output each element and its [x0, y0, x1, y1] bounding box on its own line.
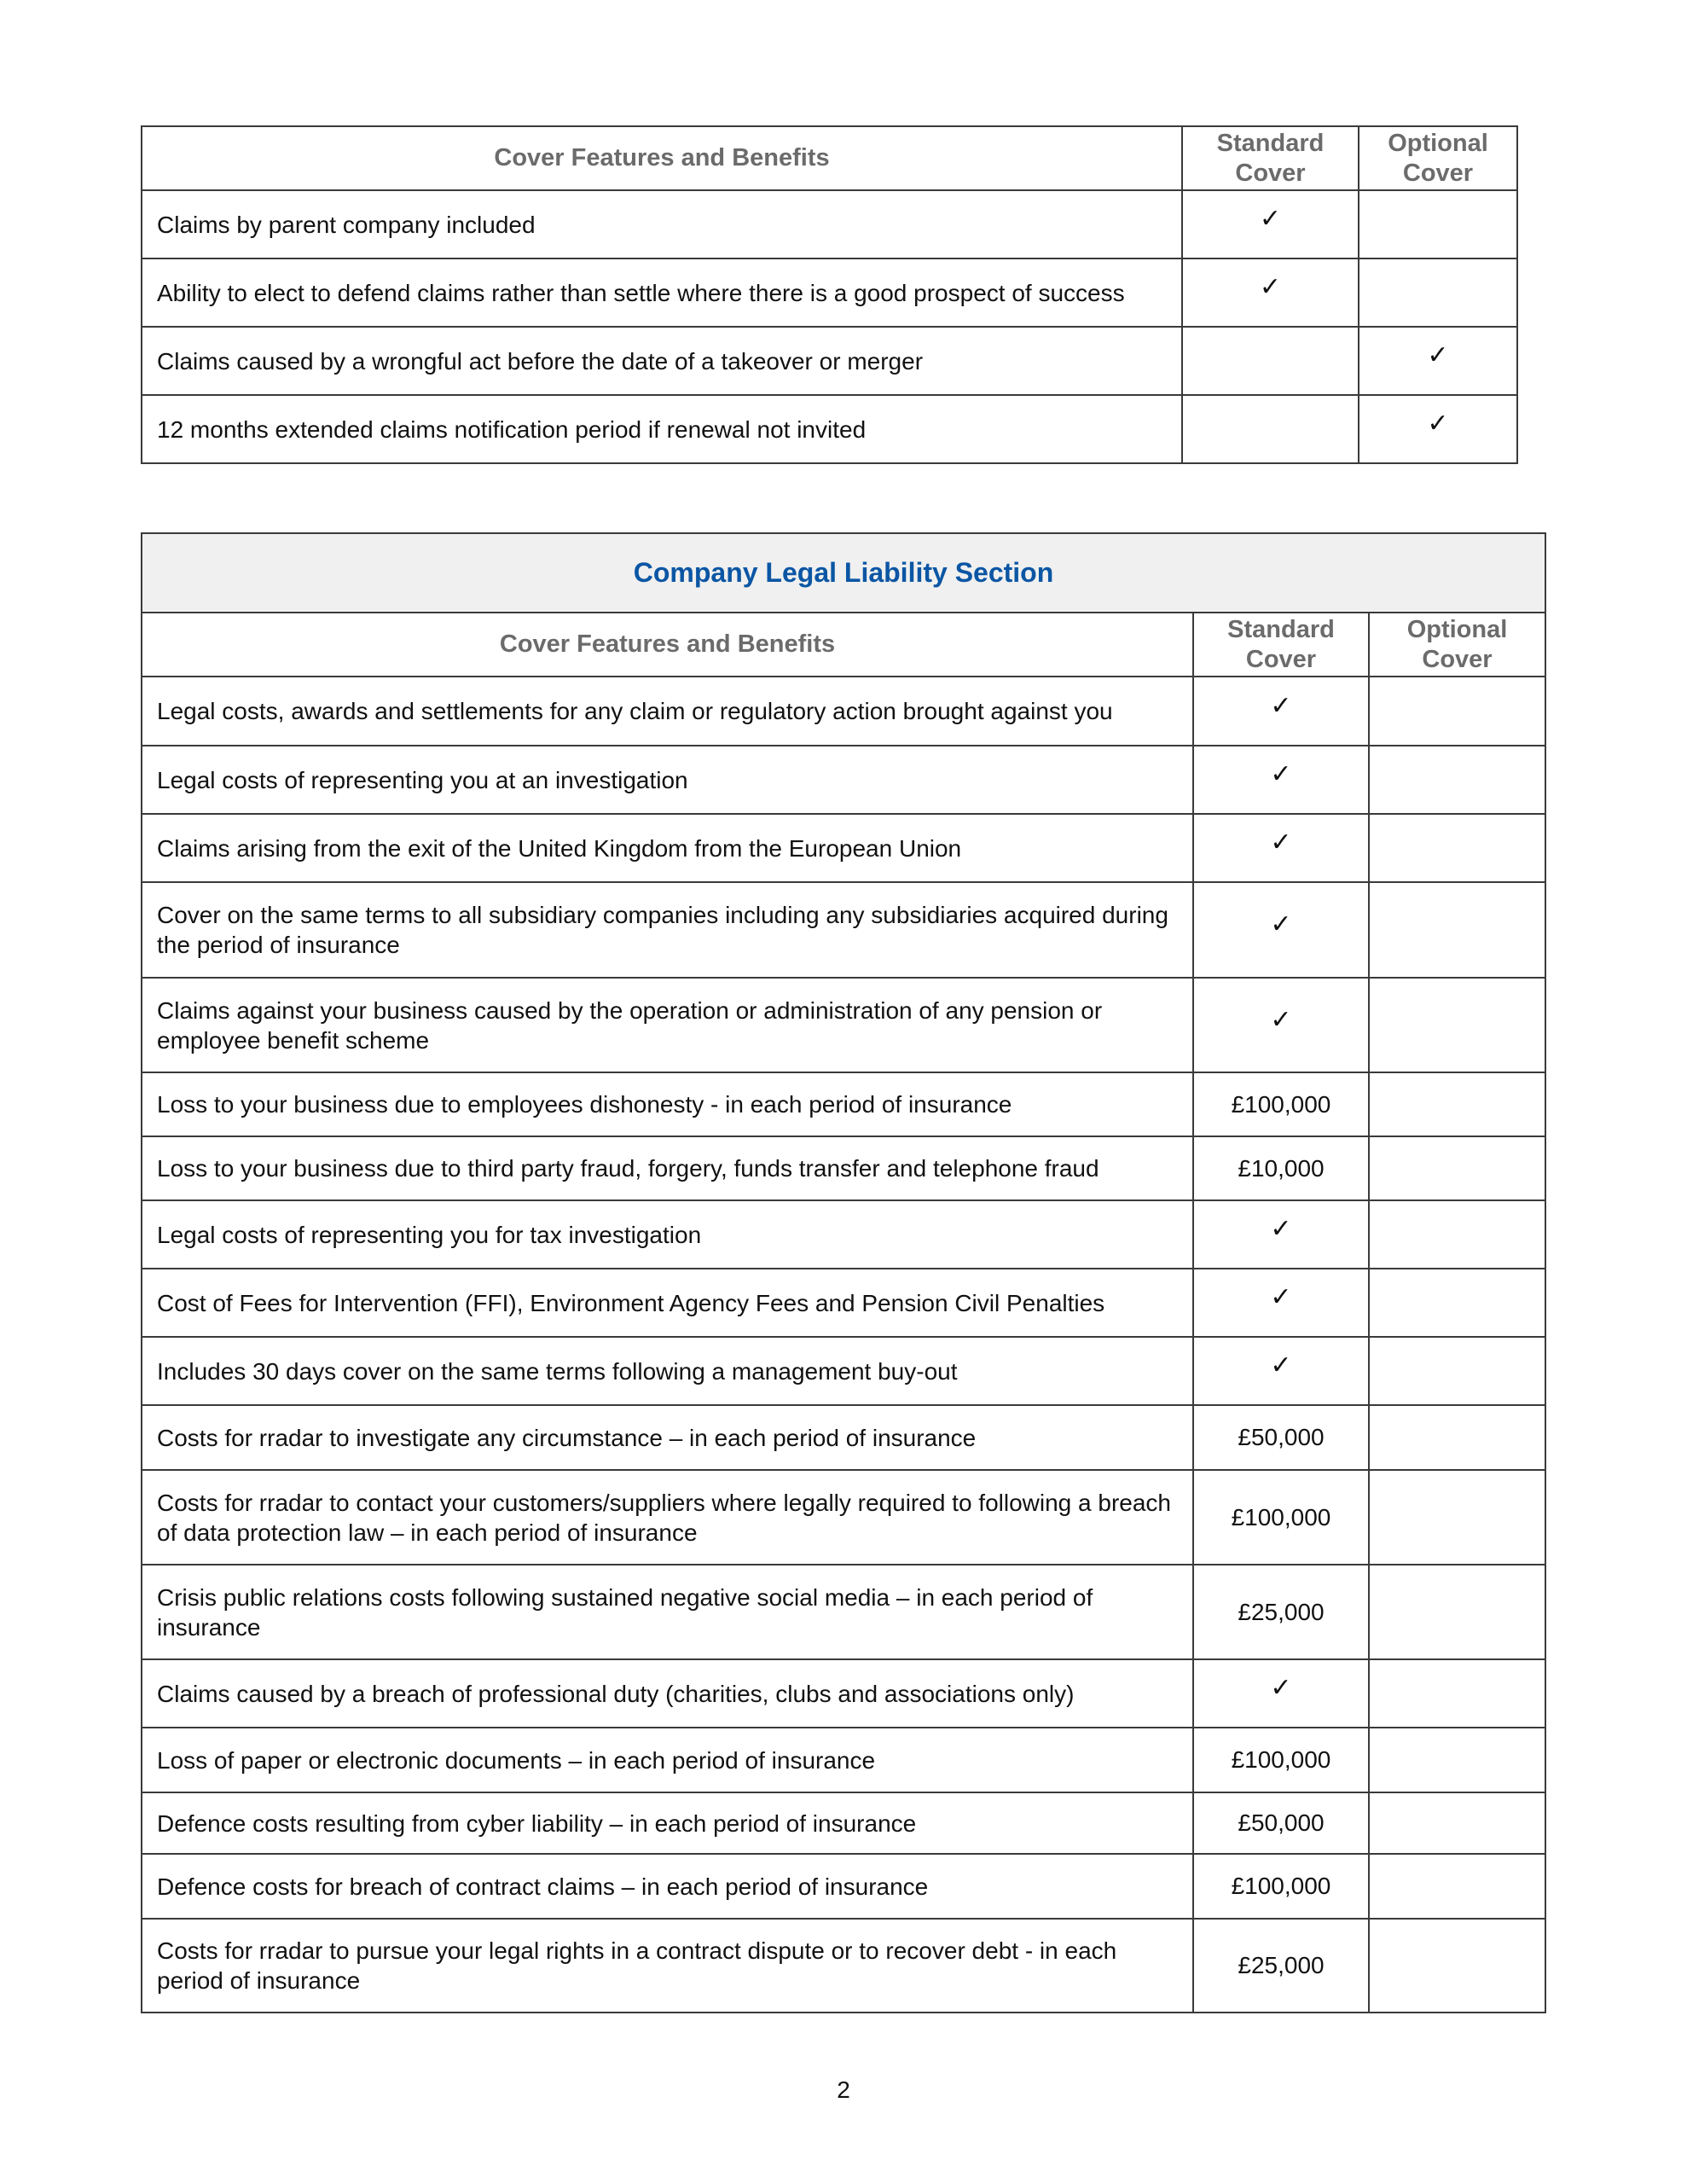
feature-cell: Claims caused by a breach of professional duty (charities, clubs and associations only): [142, 1659, 1193, 1728]
standard-cover-amount: £100,000: [1193, 1072, 1369, 1136]
optional-cover-cell: [1369, 746, 1545, 814]
header-cover-features: Cover Features and Benefits: [142, 126, 1182, 190]
feature-cell: Costs for rradar to investigate any circumstance – in each period of insurance: [142, 1405, 1193, 1470]
optional-cover-cell: [1369, 882, 1545, 978]
table-row: [142, 882, 1545, 978]
feature-cell: Claims against your business caused by the operation or administration of any pension or employee benefit scheme: [142, 978, 1193, 1072]
table-row: [142, 1728, 1545, 1792]
table-row: [142, 1919, 1545, 2013]
standard-cover-amount: £25,000: [1193, 1919, 1369, 2013]
checkmark-icon: ✓: [1270, 828, 1292, 857]
checkmark-icon: ✓: [1270, 759, 1292, 789]
checkmark-icon: ✓: [1427, 409, 1449, 439]
standard-cover-amount: £50,000: [1193, 1405, 1369, 1470]
standard-cover-cell: [1193, 1269, 1369, 1337]
header-standard-cover-label: Standard Cover: [1227, 615, 1335, 673]
standard-cover-amount: £100,000: [1193, 1470, 1369, 1565]
checkmark-icon: ✓: [1427, 340, 1449, 370]
feature-cell: Loss of paper or electronic documents – in each period of insurance: [142, 1728, 1193, 1792]
checkmark-icon: ✓: [1270, 1350, 1292, 1380]
table-row: [142, 814, 1545, 882]
standard-cover-cell: [1193, 1200, 1369, 1269]
optional-cover-cell: [1369, 1269, 1545, 1337]
standard-cover-amount: £50,000: [1193, 1792, 1369, 1854]
header-cover-features: Cover Features and Benefits: [142, 613, 1193, 677]
standard-cover-cell: [1182, 258, 1359, 327]
optional-cover-cell: [1369, 1136, 1545, 1200]
checkmark-icon: ✓: [1270, 1673, 1292, 1703]
optional-cover-cell: [1369, 1919, 1545, 2013]
table-row: [142, 1200, 1545, 1269]
section-title: Company Legal Liability Section: [142, 533, 1545, 613]
header-optional-cover: [1359, 126, 1517, 190]
standard-cover-cell: [1193, 1659, 1369, 1728]
table-row: [142, 1136, 1545, 1200]
feature-cell: Defence costs for breach of contract claims – in each period of insurance: [142, 1854, 1193, 1919]
checkmark-icon: ✓: [1270, 1004, 1292, 1035]
optional-cover-cell: [1369, 677, 1545, 746]
checkmark-icon: ✓: [1270, 690, 1292, 721]
table-row: [142, 1269, 1545, 1337]
table-row: [142, 1565, 1545, 1659]
table-row: [142, 1470, 1545, 1565]
feature-cell: Crisis public relations costs following sustained negative social media – in each period of insurance: [142, 1565, 1193, 1659]
table-row: [142, 978, 1545, 1072]
standard-cover-amount: £100,000: [1193, 1728, 1369, 1792]
feature-cell: Cover on the same terms to all subsidiary companies including any subsidiaries acquired during the period of insurance: [142, 882, 1193, 978]
feature-cell: Claims caused by a wrongful act before the date of a takeover or merger: [142, 327, 1182, 395]
feature-cell: Ability to elect to defend claims rather than settle where there is a good prospect of success: [142, 258, 1182, 327]
optional-cover-cell: [1369, 1565, 1545, 1659]
optional-cover-cell: [1369, 1792, 1545, 1854]
feature-cell: Legal costs, awards and settlements for any claim or regulatory action brought against you: [142, 677, 1193, 746]
standard-cover-cell: [1193, 978, 1369, 1072]
optional-cover-cell: [1359, 190, 1517, 258]
table-row: [142, 1337, 1545, 1405]
table-row: [142, 190, 1517, 258]
optional-cover-cell: [1369, 814, 1545, 882]
standard-cover-cell: [1193, 814, 1369, 882]
feature-cell: Loss to your business due to third party fraud, forgery, funds transfer and telephone fraud: [142, 1136, 1193, 1200]
checkmark-icon: ✓: [1270, 909, 1292, 939]
cover-features-table-1: [141, 125, 1518, 464]
table-row: [142, 1792, 1545, 1854]
feature-cell: Legal costs of representing you at an investigation: [142, 746, 1193, 814]
standard-cover-cell: [1182, 327, 1359, 395]
feature-cell: Costs for rradar to contact your customers/suppliers where legally required to following a breach of data protection law – in each period of insurance: [142, 1470, 1193, 1565]
table-row: [142, 1854, 1545, 1919]
checkmark-icon: ✓: [1259, 272, 1282, 302]
optional-cover-cell: [1359, 395, 1517, 463]
optional-cover-cell: [1369, 1854, 1545, 1919]
checkmark-icon: ✓: [1259, 204, 1282, 234]
standard-cover-cell: [1182, 395, 1359, 463]
feature-cell: Includes 30 days cover on the same terms following a management buy-out: [142, 1337, 1193, 1405]
table-row: [142, 327, 1517, 395]
checkmark-icon: ✓: [1270, 1214, 1292, 1244]
table-row: [142, 746, 1545, 814]
standard-cover-cell: [1182, 190, 1359, 258]
optional-cover-cell: [1369, 1470, 1545, 1565]
optional-cover-cell: [1359, 258, 1517, 327]
table-row: [142, 395, 1517, 463]
header-standard-cover-label: Standard Cover: [1216, 129, 1325, 187]
page-number: 2: [837, 2077, 850, 2103]
checkmark-icon: ✓: [1270, 1282, 1292, 1312]
standard-cover-amount: £25,000: [1193, 1565, 1369, 1659]
optional-cover-cell: [1359, 327, 1517, 395]
table-row: [142, 1072, 1545, 1136]
optional-cover-cell: [1369, 1728, 1545, 1792]
optional-cover-cell: [1369, 1200, 1545, 1269]
optional-cover-cell: [1369, 1659, 1545, 1728]
header-standard-cover: [1193, 613, 1369, 677]
table-row: [142, 1659, 1545, 1728]
table-row: [142, 258, 1517, 327]
section-header-row: [142, 533, 1545, 613]
standard-cover-cell: [1193, 746, 1369, 814]
header-optional-cover-label: Optional Cover: [1388, 129, 1488, 187]
table-header-row: [142, 613, 1545, 677]
standard-cover-cell: [1193, 1337, 1369, 1405]
feature-cell: Claims arising from the exit of the United Kingdom from the European Union: [142, 814, 1193, 882]
feature-cell: Loss to your business due to employees dishonesty - in each period of insurance: [142, 1072, 1193, 1136]
table-row: [142, 677, 1545, 746]
header-optional-cover: [1369, 613, 1545, 677]
optional-cover-cell: [1369, 978, 1545, 1072]
standard-cover-amount: £100,000: [1193, 1854, 1369, 1919]
optional-cover-cell: [1369, 1405, 1545, 1470]
feature-cell: Legal costs of representing you for tax investigation: [142, 1200, 1193, 1269]
table-row: [142, 1405, 1545, 1470]
header-standard-cover: [1182, 126, 1359, 190]
feature-cell: Claims by parent company included: [142, 190, 1182, 258]
standard-cover-cell: [1193, 882, 1369, 978]
table-header-row: [142, 126, 1517, 190]
feature-cell: 12 months extended claims notification period if renewal not invited: [142, 395, 1182, 463]
feature-cell: Defence costs resulting from cyber liability – in each period of insurance: [142, 1792, 1193, 1854]
optional-cover-cell: [1369, 1337, 1545, 1405]
company-legal-liability-table: [141, 532, 1546, 2013]
header-optional-cover-label: Optional Cover: [1406, 615, 1508, 673]
optional-cover-cell: [1369, 1072, 1545, 1136]
feature-cell: Cost of Fees for Intervention (FFI), Environment Agency Fees and Pension Civil Penalties: [142, 1269, 1193, 1337]
standard-cover-cell: [1193, 677, 1369, 746]
standard-cover-amount: £10,000: [1193, 1136, 1369, 1200]
feature-cell: Costs for rradar to pursue your legal rights in a contract dispute or to recover debt - in each period of insurance: [142, 1919, 1193, 2013]
